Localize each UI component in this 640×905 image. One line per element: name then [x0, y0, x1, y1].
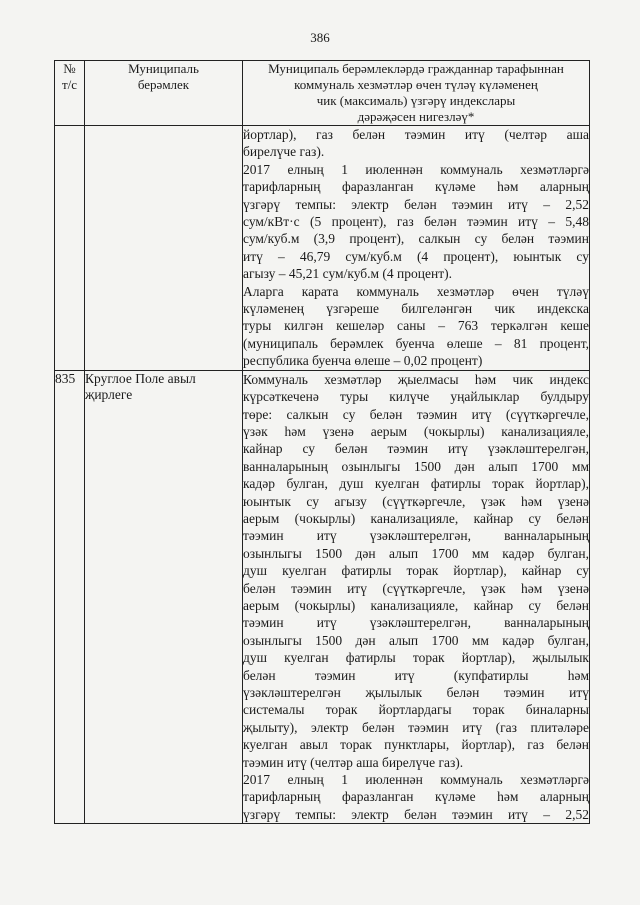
paragraph [243, 283, 589, 370]
municipality-name-line: Круглое Поле авыл [85, 370, 196, 386]
row-municipality-cell [85, 126, 243, 371]
header-index-line: дәрәҗәсен нигезләү* [357, 109, 475, 124]
text-line: озынлыгы 1500 дән алып 1700 мм кадәр булган, [243, 632, 589, 648]
text-line: тәэмин итү үзәкләштерелгән, ванналарының [243, 615, 589, 631]
row-municipality-cell [85, 370, 243, 824]
header-number [55, 61, 85, 126]
header-municipality-line: Муниципаль [128, 61, 199, 76]
header-index-line: Муниципаль берәмлекләрдә гражданнар тарафыннан [268, 61, 564, 76]
text-line: озынлыгы 1500 дән алып 1700 мм кадәр булган, [243, 545, 589, 561]
text-line: республика буенча өлеше – 0,02 процент) [243, 353, 483, 369]
text-line: Коммуналь хезмәтләр җыелмасы һәм чик индекс [243, 371, 589, 387]
paragraph [243, 371, 589, 771]
text-line: белән тәэмин итү (сүүткәргечле, үзәк һәм үзенә [243, 580, 589, 596]
paragraph [243, 126, 589, 161]
text-line: куелган авыл торак пунктлары, йортлар), газ белән [243, 737, 589, 753]
text-line: аерым (чокырлы) канализацияле, кайнар су белән [243, 510, 589, 526]
text-line: душ куелган фатирлы торак йортлар), җылылык [243, 650, 589, 666]
text-line: (муниципаль берәмлек буенча өлеше – 81 процент, [243, 335, 589, 351]
text-line: төре: салкын су белән тәэмин итү (сүүткәргечле, [243, 406, 589, 422]
header-municipality-line: берәмлек [137, 77, 190, 92]
text-line: тарифларның фаразланган күләме һәм аларның [243, 179, 589, 195]
text-line: кадәр булган, душ куелган фатирлы торак йортлар), [243, 476, 589, 492]
header-index-line: чик (максималь) үзгәрү индекслары [316, 93, 516, 108]
index-table [54, 60, 590, 824]
paragraph [243, 771, 589, 823]
text-line: 2017 елның 1 июленнән коммуналь хезмәтләргә [243, 772, 589, 788]
municipality-name-line: җирлеге [85, 386, 133, 402]
paragraph [243, 161, 589, 283]
header-municipality [85, 61, 243, 126]
page-number: 386 [310, 30, 330, 45]
text-line: үзәк һәм үзенә аерым (чокырлы) канализацияле, [243, 423, 589, 439]
table-row [55, 370, 590, 824]
text-line: итү – 46,79 сум/куб.м (4 процент), юынтык су [243, 248, 589, 264]
text-line: үзәкләштерелгән җылылык белән тәэмин итү [243, 685, 589, 700]
text-line: Аларга карата коммуналь хезмәтләр өчен түләү [243, 283, 589, 299]
text-line: үзгәрү темпы: электр белән тәэмин итү – 2,52 [243, 806, 589, 822]
table-row [55, 126, 590, 371]
row-number-cell [55, 126, 85, 371]
text-line: тарифларның фаразланган күләме һәм аларның [243, 789, 589, 805]
text-line: үзгәрү темпы: электр белән тәэмин итү – 2,52 [243, 196, 589, 212]
header-number-line: т/с [61, 77, 78, 92]
text-line: җылыту), электр белән тәэмин итү (газ плитәләре [243, 719, 589, 735]
text-line: бирелүче газ). [243, 144, 325, 160]
text-line: туры килгән кешеләр саны – 763 теркәлгән кеше [243, 318, 589, 334]
text-line: йортлар), газ белән тәэмин итү (челтәр аша [243, 127, 589, 142]
text-line: тәэмин итү үзәкләштерелгән, ванналарының [243, 528, 589, 544]
text-line: белән тәэмин итү (купфатирлы һәм [243, 667, 589, 683]
row-text-cell [243, 370, 590, 824]
table-header-row [55, 61, 590, 126]
row-text-cell [243, 126, 590, 371]
text-line: күләменең үзгәреше билгеләнгән чик индекска [243, 301, 589, 317]
text-line: душ куелган фатирлы торак йортлар), кайнар су [243, 563, 589, 579]
text-line: күрсәткеченә туры килүче уңайлыклар булдыру [243, 389, 589, 405]
header-index [243, 61, 590, 126]
text-line: тәэмин итү (челтәр аша бирелүче газ). [243, 754, 464, 770]
header-number-line: № [63, 61, 76, 76]
row-number-cell: 835 [55, 370, 85, 824]
text-line: сум/кВт·с (5 процент), газ белән тәэмин итү – 5,48 [243, 214, 589, 230]
text-line: системалы торак йортлардагы торак биналарны [243, 702, 589, 718]
text-line: юынтык су агызу (сүүткәргечле, үзәк һәм үзенә [243, 493, 589, 509]
text-line: ванналарының озынлыгы 1500 дән алып 1700 мм [243, 458, 589, 474]
text-line: агызу – 45,21 сум/куб.м (4 процент). [243, 266, 452, 282]
text-line: сум/куб.м (3,9 процент), салкын су белән тәэмин [243, 231, 589, 247]
header-index-line: коммуналь хезмәтләр өчен түләү күләменең [294, 77, 538, 92]
text-line: кайнар су белән тәэмин итү үзәкләштерелгән, [243, 441, 589, 457]
text-line: 2017 елның 1 июленнән коммуналь хезмәтләргә [243, 161, 589, 177]
text-line: аерым (чокырлы) канализацияле, кайнар су белән [243, 597, 589, 613]
